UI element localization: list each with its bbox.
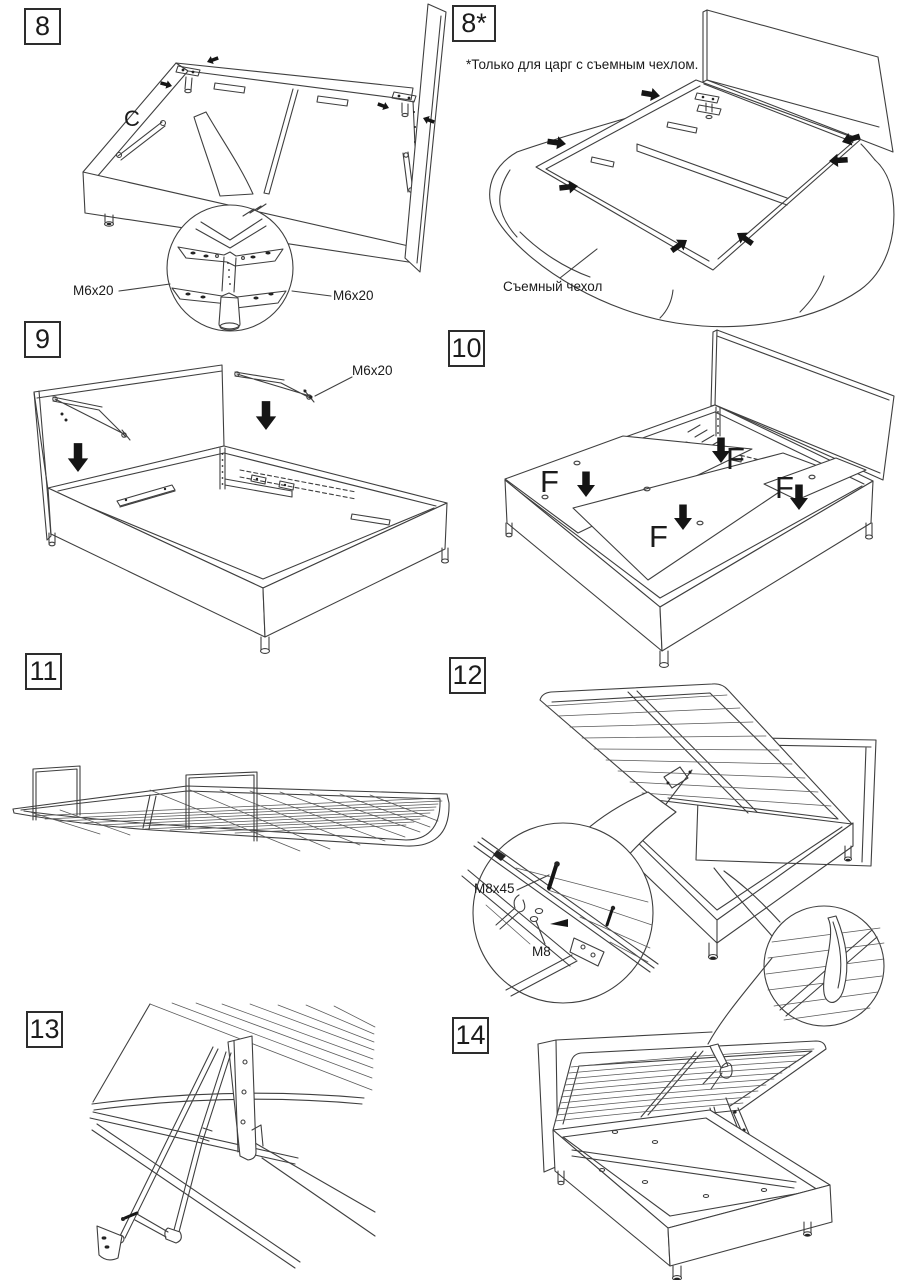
bed-frame-back-rail <box>176 63 413 100</box>
zoom-funnel <box>194 112 253 196</box>
leader-to-strap <box>708 958 772 1044</box>
part-label-m6x20-left: M6x20 <box>73 283 114 298</box>
frame-diagonals <box>92 1124 375 1268</box>
step-8-badge: 8 <box>24 8 61 45</box>
spring-end-cap <box>165 1228 181 1243</box>
step8-illustration <box>83 4 446 331</box>
step11-illustration <box>13 766 449 851</box>
foot-bracket <box>97 1226 122 1260</box>
label-removable-cover: Съемный чехол <box>503 279 603 294</box>
step10-illustration <box>505 330 894 667</box>
part-label-m8: M8 <box>532 944 551 959</box>
panel-label-f-2: F <box>726 441 745 476</box>
m6-label-leader <box>315 377 352 396</box>
headboard <box>405 4 446 272</box>
step13-illustration <box>90 1003 375 1268</box>
panel-label-f-1: F <box>540 464 559 499</box>
label-leader-left <box>119 284 170 291</box>
panel-label-f-4: F <box>649 519 668 554</box>
step-8a-badge: 8* <box>452 5 496 42</box>
step-14-badge: 14 <box>452 1017 489 1054</box>
step12-illustration <box>462 684 884 1044</box>
base-front-rail <box>92 1093 364 1110</box>
center-rail <box>264 89 298 194</box>
step14-illustration <box>538 1032 832 1280</box>
slats <box>150 1003 375 1090</box>
label-leader-right <box>292 291 331 296</box>
part-label-m6x20-right: M6x20 <box>333 288 374 303</box>
step-11-badge: 11 <box>25 653 62 690</box>
down-arrow-icon <box>256 401 276 430</box>
part-label-m8x45: M8x45 <box>474 881 515 896</box>
step-9-badge: 9 <box>24 321 61 358</box>
step9-illustration <box>34 365 449 653</box>
step-13-badge: 13 <box>26 1011 63 1048</box>
mount-plate <box>228 1036 256 1160</box>
step-10-badge: 10 <box>448 330 485 367</box>
note-removable-cover: *Только для царг с съемным чехлом. <box>466 57 699 72</box>
cover-label-leader <box>560 249 597 278</box>
lift-bracket-right <box>235 372 314 402</box>
pin-guides <box>135 1214 168 1237</box>
detail-circle-bolts <box>473 823 653 1003</box>
step-12-badge: 12 <box>449 657 486 694</box>
lift-arm <box>120 1047 218 1238</box>
part-label-m6x20-step9: M6x20 <box>352 363 393 378</box>
panel-label-f-3: F <box>775 470 794 505</box>
part-label-c: C <box>124 106 140 131</box>
